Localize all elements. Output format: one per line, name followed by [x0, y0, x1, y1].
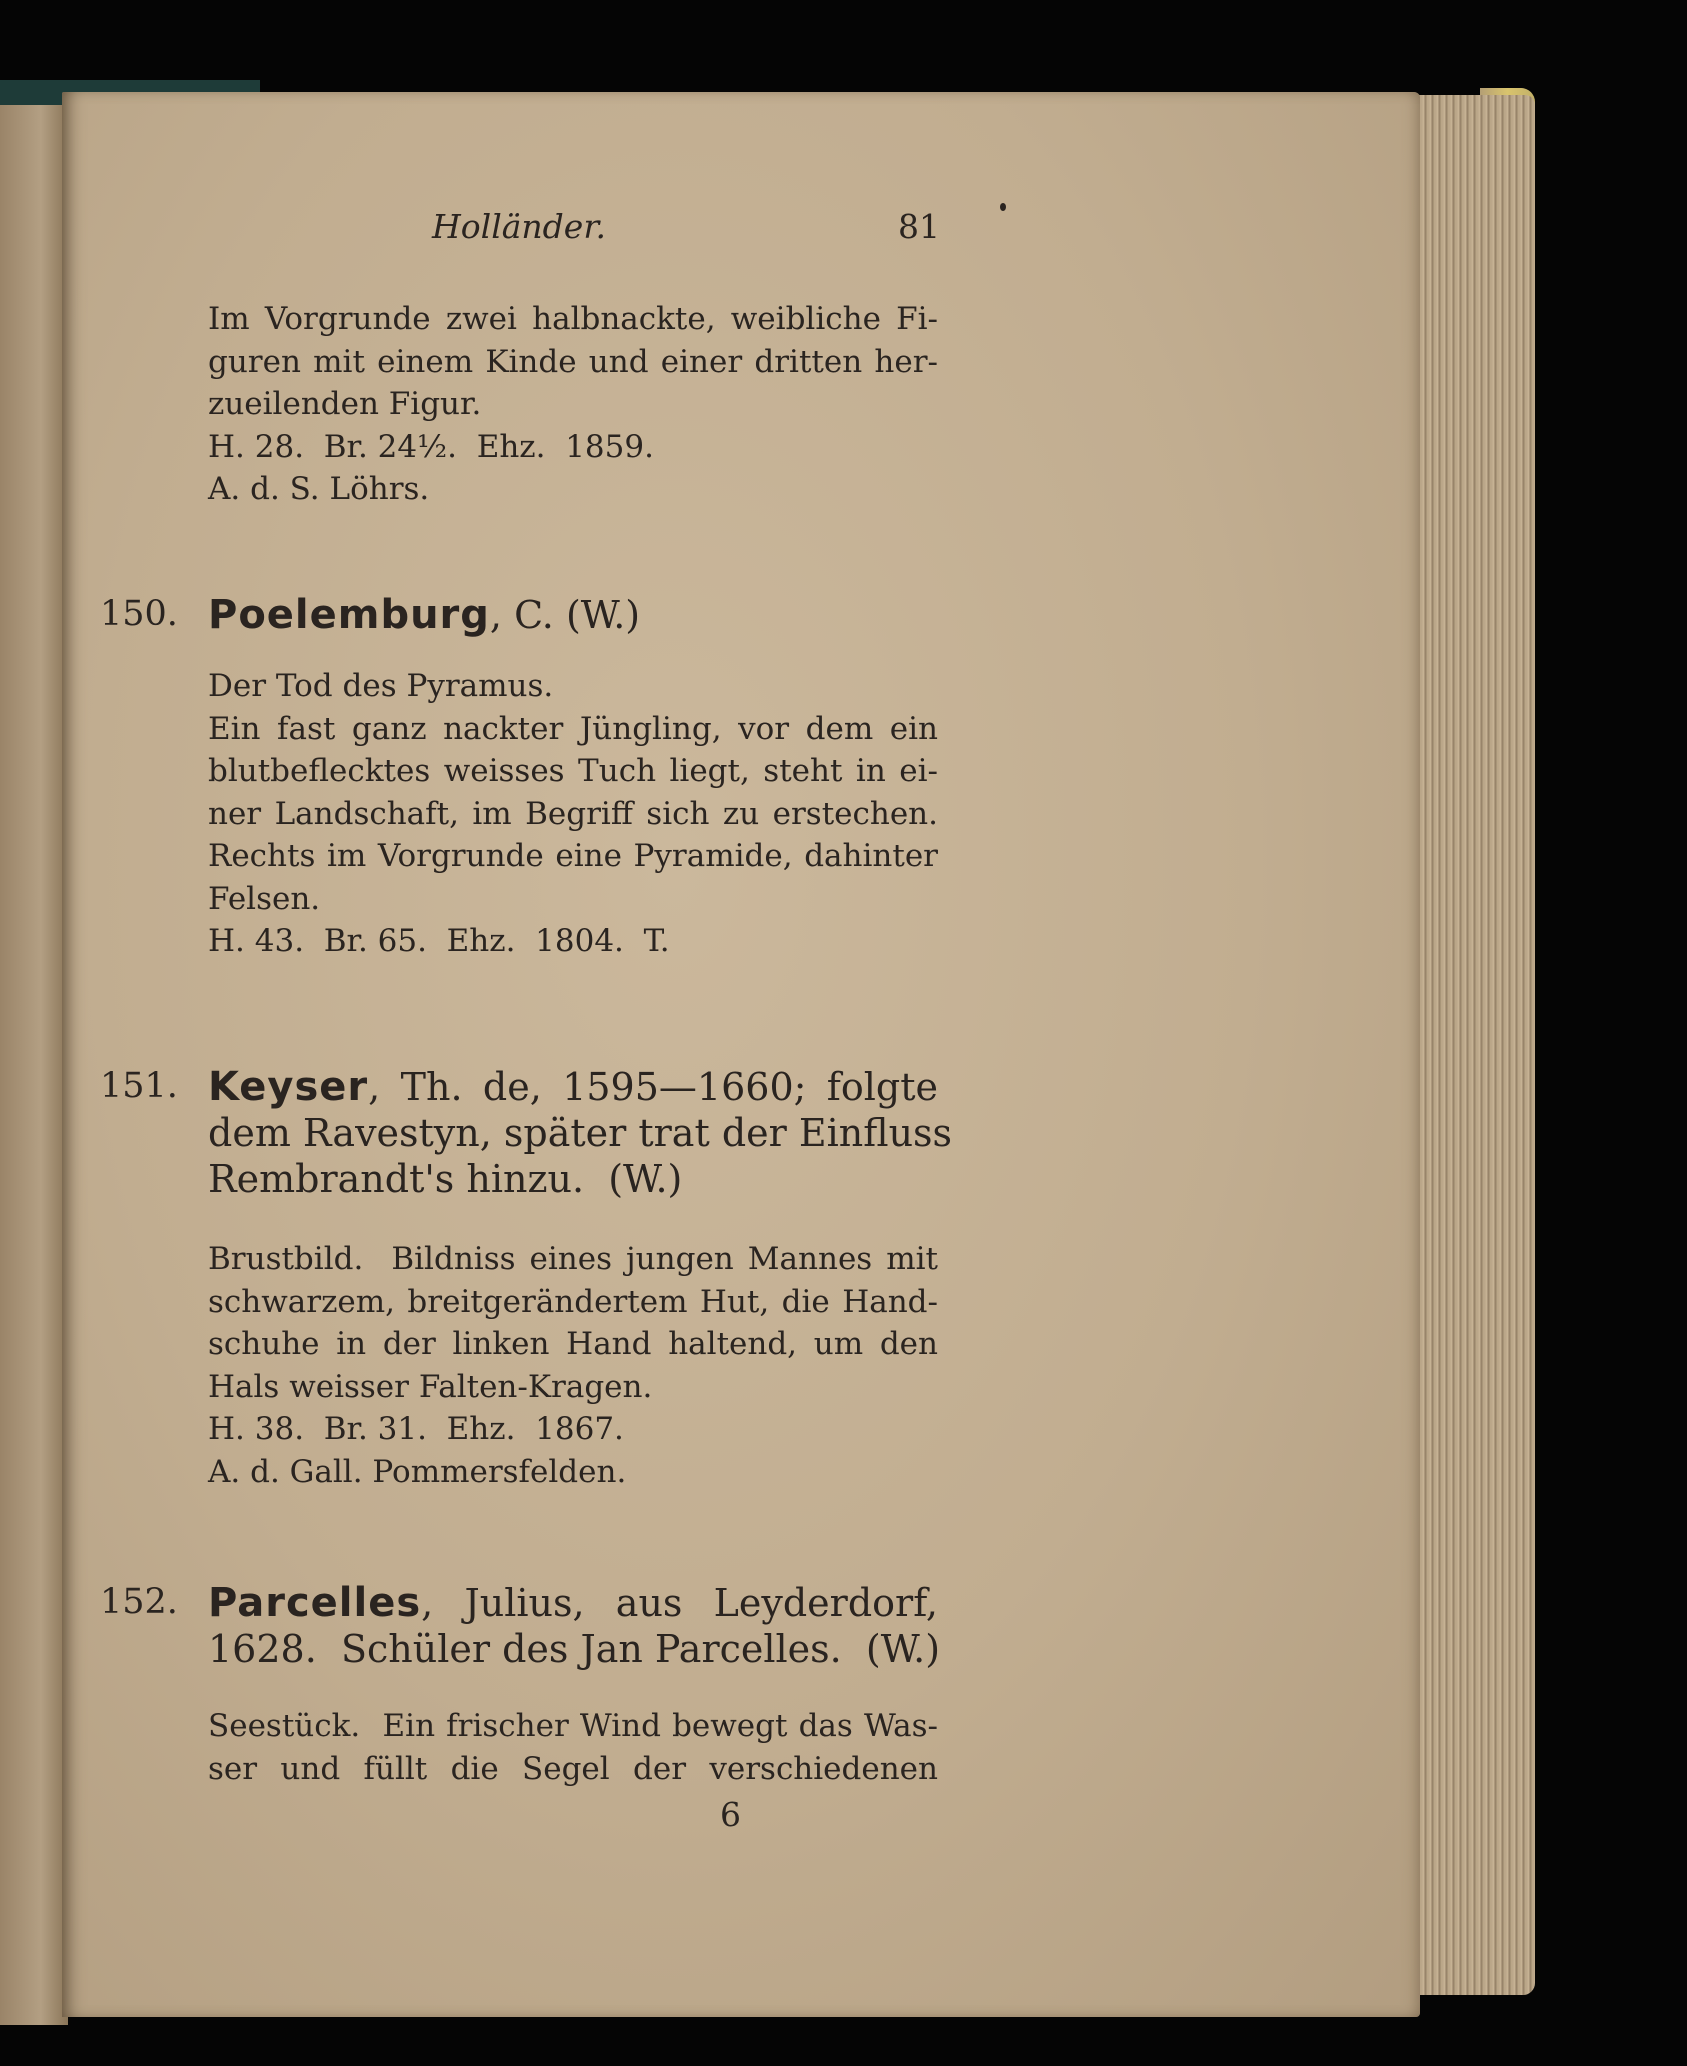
entry-body — [208, 1238, 938, 1493]
artist-name: Keyser — [208, 1064, 369, 1110]
text-line: zueilenden Figur. — [208, 386, 482, 422]
page-number: 81 — [898, 207, 940, 246]
page-stack-edges — [1400, 95, 1535, 1995]
text-line: Felsen. — [208, 880, 321, 917]
text-line: Brustbild. Bildniss eines jungen Mannes mit — [208, 1241, 938, 1277]
entry-number: 152. — [100, 1582, 178, 1622]
text-line: H. 28. Br. 24½. Ehz. 1859. — [208, 428, 654, 465]
heading-rest: , Julius, aus Leyderdorf, — [421, 1581, 938, 1625]
text-line: guren mit einem Kinde und einer dritten her- — [208, 343, 938, 380]
text-line: schwarzem, breitgerändertem Hut, die Hand- — [208, 1283, 938, 1320]
entry-body — [208, 1705, 938, 1790]
text-line: schuhe in der linken Hand haltend, um den — [208, 1326, 938, 1362]
signature-mark: 6 — [720, 1795, 741, 1834]
text-line: A. d. Gall. Pommersfelden. — [208, 1453, 627, 1490]
entry-heading — [208, 592, 938, 638]
text-line: Rechts im Vorgrunde eine Pyramide, dahinter — [208, 838, 938, 874]
entry-heading — [208, 1580, 941, 1672]
entry-heading — [208, 1064, 953, 1202]
entry-number: 151. — [100, 1066, 178, 1106]
running-title: Holländer. — [432, 207, 606, 246]
text-line: ser und füllt die Segel der verschiedenen — [208, 1750, 938, 1787]
text-line: H. 43. Br. 65. Ehz. 1804. T. — [208, 923, 670, 959]
text-line: Hals weisser Falten-Kragen. — [208, 1368, 653, 1405]
text-line: Seestück. Ein frischer Wind bewegt das Was- — [208, 1708, 938, 1744]
text-line: H. 38. Br. 31. Ehz. 1867. — [208, 1411, 624, 1447]
entry-body — [208, 665, 938, 963]
text-line: Im Vorgrunde zwei halbnackte, weibliche Fi- — [208, 301, 938, 337]
entry-number: 150. — [100, 594, 178, 634]
continuation-text — [208, 298, 938, 511]
ink-speck — [1000, 203, 1006, 211]
facing-page-edge — [0, 105, 68, 2025]
artist-name: Poelemburg — [208, 592, 490, 638]
artist-name: Parcelles — [208, 1580, 422, 1626]
text-line: Ein fast ganz nackter Jüngling, vor dem ein — [208, 710, 938, 747]
heading-line: Rembrandt's hinzu. (W.) — [208, 1157, 683, 1201]
text-line: ner Landschaft, im Begriff sich zu erstechen. — [208, 795, 938, 832]
heading-line — [208, 1580, 938, 1626]
heading-rest: , Th. de, 1595—1660; folgte — [368, 1065, 938, 1109]
heading-line: 1628. Schüler des Jan Parcelles. (W.) — [208, 1627, 941, 1671]
text-line: Der Tod des Pyramus. — [208, 668, 554, 704]
heading-line: dem Ravestyn, später trat der Einfluss — [208, 1111, 953, 1155]
text-line: A. d. S. Löhrs. — [208, 471, 430, 507]
heading-rest: , C. (W.) — [489, 593, 641, 637]
running-header — [420, 205, 940, 255]
text-line: blutbeflecktes weisses Tuch liegt, steht in ei- — [208, 753, 938, 789]
heading-line — [208, 1064, 938, 1110]
